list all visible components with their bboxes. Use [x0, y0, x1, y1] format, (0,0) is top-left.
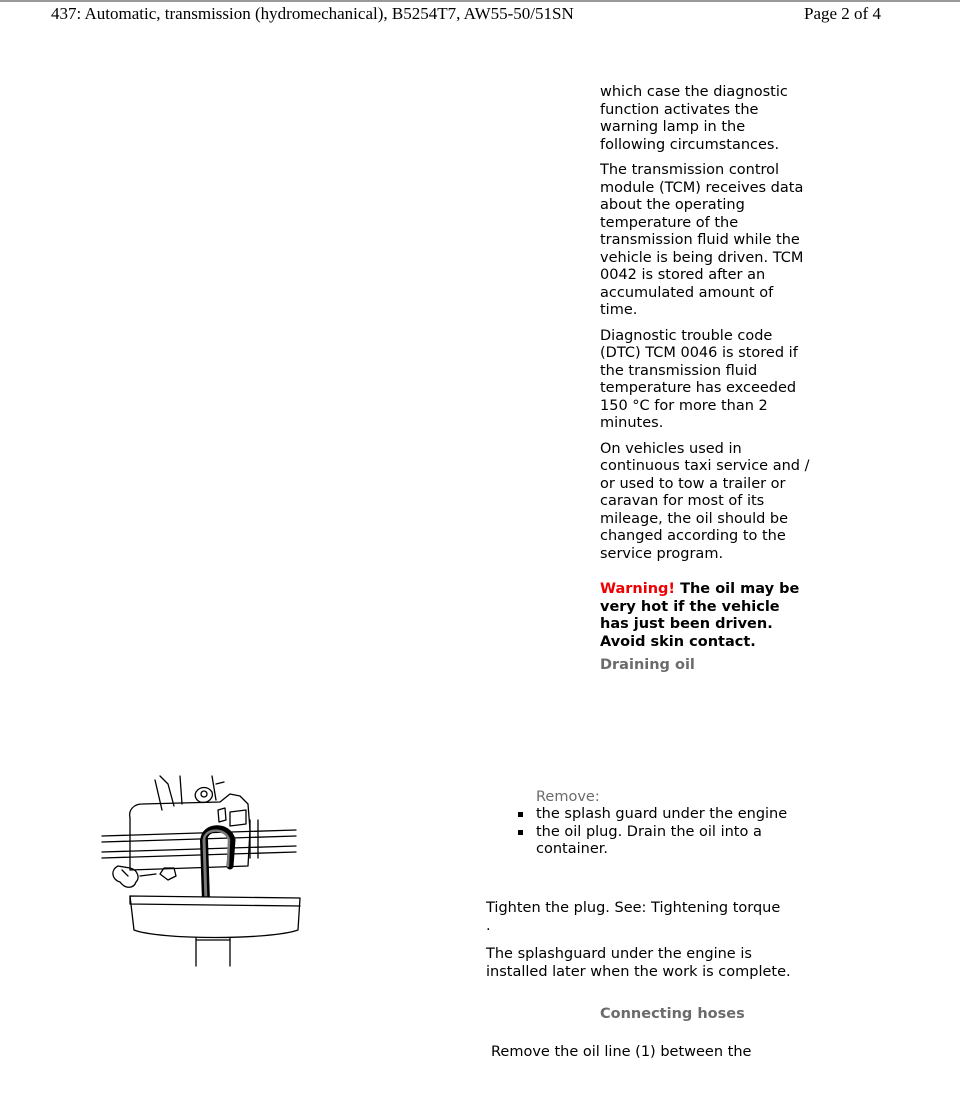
splashguard-text: The splashguard under the engine is installed later when the work is complete. — [486, 946, 791, 980]
warning-label: Warning! — [600, 581, 676, 597]
document-title: 437: Automatic, transmission (hydromechanical), B5254T7, AW55-50/51SN — [51, 4, 574, 23]
header-rule — [0, 0, 960, 2]
remove-oil-line-text: Remove the oil line (1) between the — [491, 1044, 752, 1060]
page-number: Page 2 of 4 — [804, 4, 881, 23]
oil-drain-illustration — [100, 770, 310, 970]
tighten-plug-text: Tighten the plug. See: Tightening torque . — [486, 900, 781, 934]
warning-note — [600, 581, 810, 651]
paragraph-dtc: Diagnostic trouble code (DTC) TCM 0046 is stored if the transmission fluid temperature has exceeded 150 °C for more than 2 minutes. — [600, 327, 798, 431]
list-item: the oil plug. Drain the oil into a container. — [536, 824, 826, 859]
text-column — [600, 84, 810, 675]
remove-list — [536, 806, 826, 859]
draining-oil-heading: Draining oil — [600, 657, 695, 673]
remove-label: Remove: — [536, 789, 600, 805]
paragraph-tcm-data: The transmission control module (TCM) receives data about the operating temperature of the transmission fluid while the vehicle is being driven. TCM 0042 is stored after an accumulated amount of time. — [600, 162, 804, 318]
list-item: the splash guard under the engine — [536, 806, 826, 824]
paragraph-taxi-service: On vehicles used in continuous taxi service and / or used to tow a trailer or caravan for most of its mileage, the oil should be changed according to the service program. — [600, 440, 810, 562]
connecting-hoses-heading: Connecting hoses — [600, 1006, 745, 1022]
warning-text: The oil may be very hot if the vehicle has just been driven. Avoid skin contact. — [600, 581, 800, 650]
paragraph-warning-lamp: which case the diagnostic function activates the warning lamp in the following circumstances. — [600, 84, 788, 153]
